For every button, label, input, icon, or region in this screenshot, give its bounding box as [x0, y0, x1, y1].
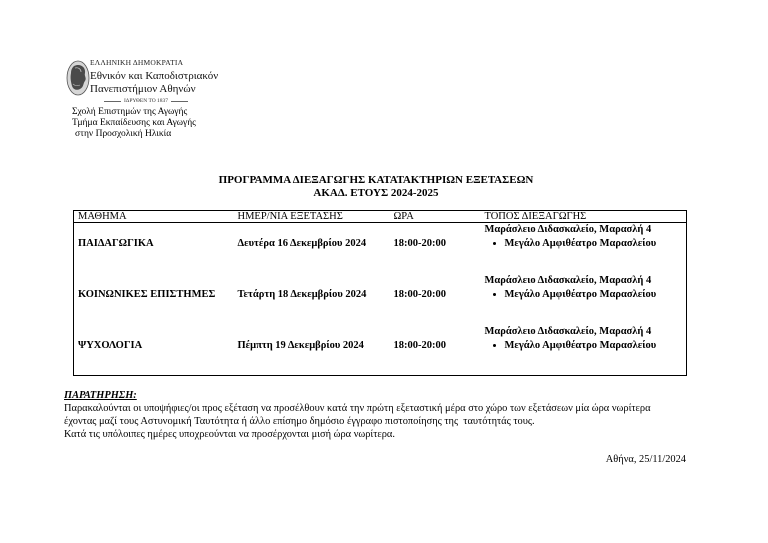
venue-address: Μαράσλειο Διδασκαλείο, Μαρασλή 4 [484, 274, 652, 286]
venue-cell [481, 274, 687, 325]
column-header-subject: ΜΑΘΗΜΑ [74, 211, 234, 223]
venue-cell [481, 223, 687, 274]
room-list [485, 237, 687, 251]
university-name-line1: Εθνικόν και Καποδιστριακόν [90, 70, 219, 82]
venue-cell [481, 325, 687, 376]
time-cell: 18:00-20:00 [393, 339, 446, 351]
founded-label: ΙΔΡΥΘΕΝ ΤΟ 1837 [123, 98, 169, 104]
column-header-time: ΩΡΑ [390, 211, 481, 223]
university-name-line2: Πανεπιστήμιον Αθηνών [90, 83, 196, 95]
subject-cell: ΠΑΙΔΑΓΩΓΙΚΑ [78, 238, 154, 249]
note-line: Παρακαλούνται οι υποψήφιες/οι προς εξέταση να προσέλθουν κατά την πρώτη εξεταστική μέρα στο χώρο των εξετάσεων μία ώρα νωρίτερα [64, 403, 651, 414]
column-header-venue: ΤΟΠΟΣ ΔΙΕΞΑΓΩΓΗΣ [481, 211, 687, 223]
column-header-date: ΗΜΕΡ/ΝΙΑ ΕΞΕΤΑΣΗΣ [234, 211, 390, 223]
room-list [485, 288, 687, 302]
school-name: Σχολή Επιστημών της Αγωγής [72, 107, 188, 117]
room-item: • Μεγάλο Αμφιθέατρο Μαρασλείου [505, 288, 687, 302]
date-cell: Δευτέρα 16 Δεκεμβρίου 2024 [237, 238, 367, 249]
subject-cell: ΚΟΙΝΩΝΙΚΕΣ ΕΠΙΣΤΗΜΕΣ [78, 288, 216, 300]
document-title: ΠΡΟΓΡΑΜΜΑ ΔΙΕΞΑΓΩΓΗΣ ΚΑΤΑΤΑΚΤΗΡΙΩΝ ΕΞΕΤΑΣΕΩΝ [218, 174, 534, 186]
room-list [485, 339, 687, 353]
venue-address: Μαράσλειο Διδασκαλείο, Μαρασλή 4 [484, 224, 652, 235]
department-name-line2: στην Προσχολική Ηλικία [75, 129, 172, 139]
table-header-row [74, 211, 687, 223]
place-date: Αθήνα, 25/11/2024 [605, 454, 686, 465]
note-line: έχοντας μαζί τους Αστυνομική Ταυτότητα ή άλλο επίσημο δημόσιο έγγραφο πιστοποίησης της ταυτότητάς τους. [64, 416, 535, 427]
subject-cell: ΨΥΧΟΛΟΓΙΑ [78, 339, 143, 351]
table-row [74, 274, 687, 325]
venue-address: Μαράσλειο Διδασκαλείο, Μαρασλή 4 [484, 325, 652, 337]
table-row [74, 223, 687, 274]
divider [171, 101, 188, 102]
note-heading: ΠΑΡΑΤΗΡΗΣΗ: [64, 390, 137, 401]
room-item: • Μεγάλο Αμφιθέατρο Μαρασλείου [505, 339, 687, 353]
divider [104, 101, 121, 102]
note-section [64, 389, 651, 441]
date-cell: Τετάρτη 18 Δεκεμβρίου 2024 [237, 288, 367, 300]
department-name-line1: Τμήμα Εκπαίδευσης και Αγωγής [72, 118, 196, 128]
republic-label: ΕΛΛΗΝΙΚΗ ΔΗΜΟΚΡΑΤΙΑ [90, 58, 184, 67]
time-cell: 18:00-20:00 [393, 288, 446, 300]
date-cell: Πέμπτη 19 Δεκεμβρίου 2024 [237, 339, 364, 351]
founded-line [104, 97, 188, 105]
exam-schedule-table [73, 210, 687, 376]
note-line: Κατά τις υπόλοιπες ημέρες υποχρεούνται να προσέρχονται μισή ώρα νωρίτερα. [64, 429, 395, 440]
table-row [74, 325, 687, 376]
time-cell: 18:00-20:00 [393, 238, 446, 249]
room-item: • Μεγάλο Αμφιθέατρο Μαρασλείου [505, 237, 687, 251]
academic-year-title: ΑΚΑΔ. ΕΤΟΥΣ 2024-2025 [313, 187, 439, 199]
university-seal-icon [66, 60, 90, 96]
